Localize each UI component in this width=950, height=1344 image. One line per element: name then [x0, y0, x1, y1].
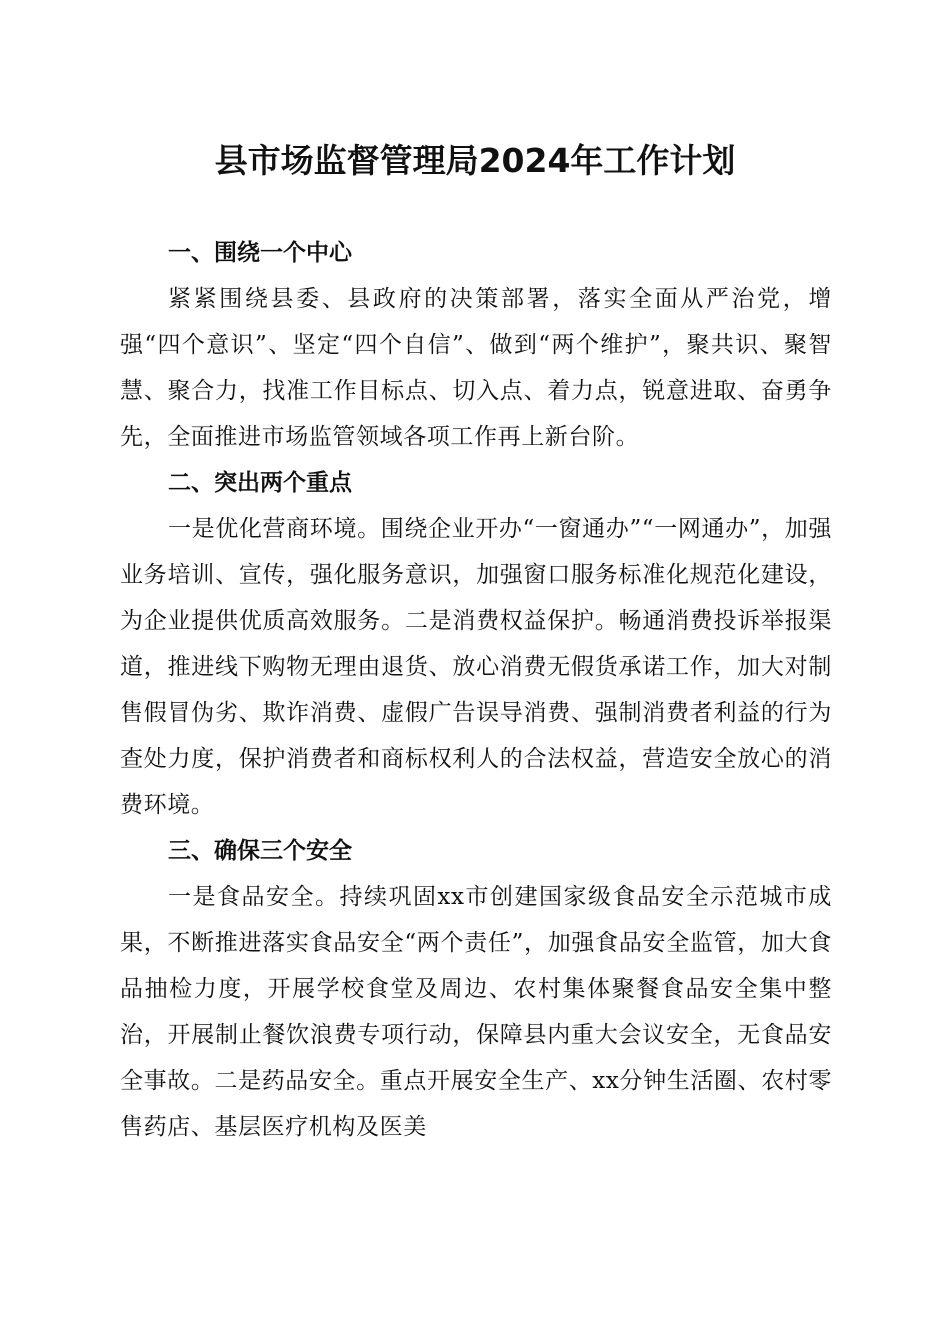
section-heading-1: 一、围绕一个中心 [168, 240, 352, 266]
section-paragraph-2: 一是优化营商环境。围绕企业开办“一窗通办”“一网通办”，加强业务培训、宣传，强化服务意识，加强窗口服务标准化规范化建设，为企业提供优质高效服务。二是消费权益保护。畅通消费投诉举报渠道，推进线下购物无理由退货、放心消费无假货承诺工作，加大对制售假冒伪劣、欺诈消费、虚假广告误导消费、强制消费者利益的行为查处力度，保护消费者和商标权利人的合法权益，营造安全放心的消费环境。 [120, 516, 832, 818]
section-paragraph-3: 一是食品安全。持续巩固xx市创建国家级食品安全示范城市成果，不断推进落实食品安全“两个责任”，加强食品安全监管，加大食品抽检力度，开展学校食堂及周边、农村集体聚餐食品安全集中整治，开展制止餐饮浪费专项行动，保障县内重大会议安全，无食品安全事故。二是药品安全。重点开展安全生产、xx分钟生活圈、农村零售药店、基层医疗机构及医美 [120, 884, 832, 1140]
document-body [120, 230, 832, 1150]
section-paragraph-1: 紧紧围绕县委、县政府的决策部署，落实全面从严治党，增强“四个意识”、坚定“四个自信”、做到“两个维护”，聚共识、聚智慧、聚合力，找准工作目标点、切入点、着力点，锐意进取、奋勇争先，全面推进市场监管领域各项工作再上新台阶。 [120, 286, 832, 450]
document-title: 县市场监督管理局2024年工作计划 [214, 141, 736, 180]
section-heading-2: 二、突出两个重点 [168, 470, 352, 496]
section-heading-3: 三、确保三个安全 [168, 838, 352, 864]
